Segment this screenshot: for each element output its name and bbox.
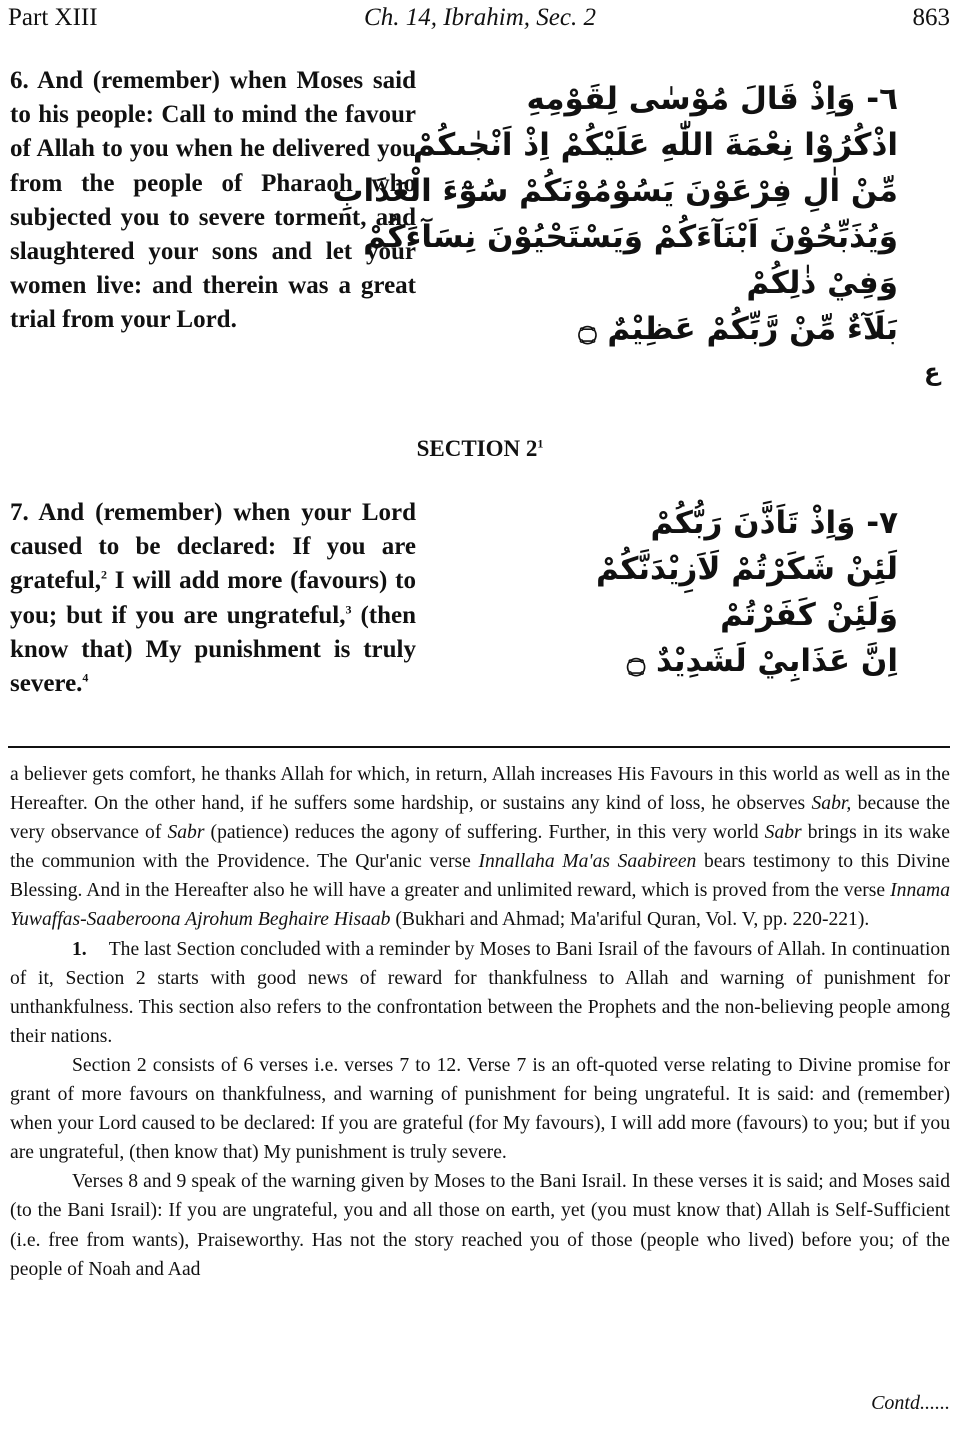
continued-marker: Contd...... xyxy=(871,1392,950,1414)
footnote-text: The last Section concluded with a reminder by Moses to Bani Israil of the favours of Allah. In continuation of it, Section 2 starts with good news of reward for thankfulness to Allah and warning of punishment for unthankfulness. This section also refers to the confrontation between the Prophets and the non-believing people among their nations. xyxy=(10,938,950,1047)
section-heading-label: SECTION 2 xyxy=(416,436,538,461)
text-run: brings in its wake the communion with the Providence. The Qur'anic verse xyxy=(10,822,951,873)
verse-7-text: (then know that) My punishment is truly severe. xyxy=(10,601,416,698)
text-run: bears testimony to this Divine Blessing. And in the Hereafter also he will have a greater and unlimited reward, which is proved from the verse xyxy=(10,851,950,902)
footnote-ref: 2 xyxy=(100,568,107,583)
footnote-continuation xyxy=(10,760,950,935)
footnote-paragraph: Verses 8 and 9 speak of the warning given by Moses to the Bani Israil. In these verses it is said; and Moses said (to the Bani Israil): If you are ungrateful, you and all those on earth, yet (you must know that) Allah is Self-Sufficient (i.e. free from wants), Praiseworthy. Has not the story reached you of those (people who lived) before you; of the people of Noah and Aad xyxy=(10,1171,950,1280)
section-footnote-ref: 1 xyxy=(537,436,544,451)
arabic-line: ٧- وَاِذْ تَاَذَّنَ رَبُّكُمْ xyxy=(650,505,898,541)
arabic-line: وَفِيْ ذٰلِكُمْ xyxy=(746,265,898,301)
arabic-line: اِنَّ عَذَابِيْ لَشَدِيْدٌ ۝ xyxy=(627,643,898,679)
chapter-title: Ch. 14, Ibrahim, Sec. 2 xyxy=(364,4,596,31)
verse-7-english xyxy=(10,496,416,701)
verse-7-text: I will add more (favours) to you; but if you are ungrateful, xyxy=(10,567,416,629)
footnote-number: 1. xyxy=(72,938,87,960)
part-label: Part XIII xyxy=(8,4,98,31)
italic-term: Sabr xyxy=(167,822,205,844)
footnote-paragraph: Section 2 consists of 6 verses i.e. verses 7 to 12. Verse 7 is an oft-quoted verse relating to Divine promise for grant of more favours on thankfulness, and warning of punishment for being ungrateful. It is said: and (remember) when your Lord caused to be declared: If you are grateful (for My favours), I will add more (favours) to you; but if you are ungrateful, (then know that) My punishment is truly severe. xyxy=(10,1054,950,1164)
verse-7-arabic xyxy=(468,500,898,684)
text-run: because the very observance of xyxy=(10,793,950,844)
arabic-line: ٦- وَاِذْ قَالَ مُوْسٰى لِقَوْمِهِ xyxy=(526,81,898,117)
verse-7-text: 7. And (remember) when your Lord caused to be declared: If you are grateful, xyxy=(10,499,416,595)
arabic-line: وَيُذَبِّحُوْنَ اَبْنَآءَكُمْ وَيَسْتَحْيُوْنَ نِسَآءَكُمْ xyxy=(363,219,898,255)
arabic-line: وَلَئِنْ كَفَرْتُمْ xyxy=(720,597,898,633)
footnotes xyxy=(10,760,950,1284)
footnote-1 xyxy=(10,935,950,1051)
text-run: (Bukhari and Ahmad; Ma'ariful Quran, Vol. V, pp. 220-221). xyxy=(390,909,870,931)
verse-6-english: 6. And (remember) when Moses said to his people: Call to mind the favour of Allah to you when he delivered you from the people of Pharaoh who subjected you to severe torment, and slaughtered your sons and let your women live: and therein was a great trial from your Lord. xyxy=(10,67,416,334)
page-header xyxy=(0,0,960,40)
arabic-line: لَئِنْ شَكَرْتُمْ لَاَزِيْدَنَّكُمْ xyxy=(596,551,898,587)
footnote-divider xyxy=(8,746,950,748)
section-heading xyxy=(0,436,960,462)
arabic-line: بَلَآءٌ مِّنْ رَّبِّكُمْ عَظِيْمٌ ۝ xyxy=(578,311,898,347)
verse-6-arabic xyxy=(332,76,898,352)
italic-term: Sabr xyxy=(764,822,802,844)
italic-term: Innama Yuwaffas-Saaberoona Ajrohum Beghaire Hisaab xyxy=(10,880,950,931)
italic-term: Sabr, xyxy=(811,793,852,815)
arabic-line: اذْكُرُوْا نِعْمَةَ اللّٰهِ عَلَيْكُمْ اِذْ اَنْجٰىكُمْ xyxy=(412,127,898,163)
page-number: 863 xyxy=(912,4,950,31)
text-run: a believer gets comfort, he thanks Allah for which, in return, Allah increases His Favours in this world as well as in the Hereafter. On the other hand, if he suffers some hardship, or sustains any kind of loss, he observes xyxy=(10,764,950,815)
italic-term: Innallaha Ma'as Saabireen xyxy=(478,851,697,873)
footnote-ref: 3 xyxy=(345,602,352,617)
footnote-ref: 4 xyxy=(82,670,89,685)
arabic-line: مِّنْ اٰلِ فِرْعَوْنَ يَسُوْمُوْنَكُمْ سُوْٓءَ الْعَذَابِ xyxy=(332,173,898,209)
text-run: (patience) reduces the agony of suffering. Further, in this very world xyxy=(204,822,765,844)
ruku-mark: ع xyxy=(924,358,941,386)
